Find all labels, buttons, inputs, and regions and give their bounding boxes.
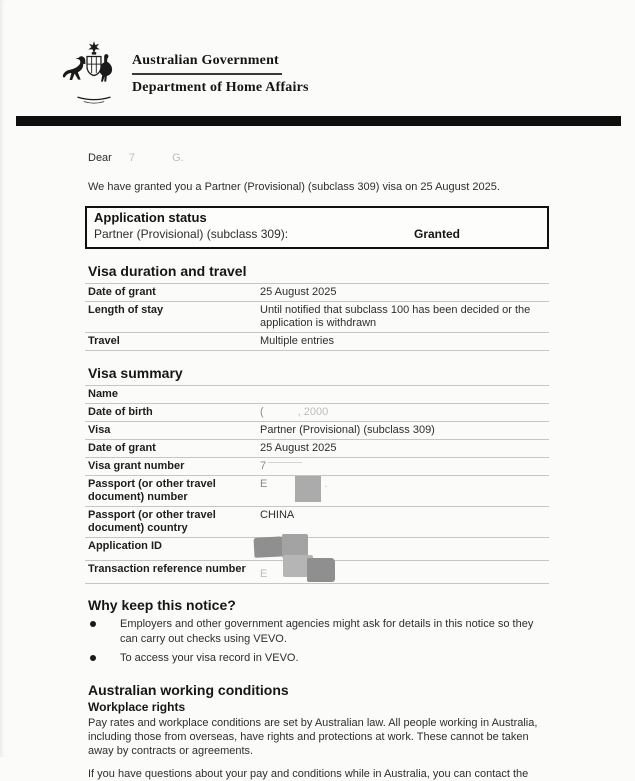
redacted-grant-number (260, 460, 549, 473)
bullet-text: To access your visa record in VEVO. (120, 652, 299, 664)
dob-fragment: ( (260, 406, 264, 418)
bullet-item (88, 617, 548, 647)
bullet-item (88, 651, 548, 666)
workplace-rights-subheading: Workplace rights (88, 700, 186, 714)
row-label: Visa grant number (88, 460, 185, 472)
salutation-line (88, 152, 548, 165)
row-label: Length of stay (88, 304, 164, 316)
row-label: Name (88, 388, 118, 400)
header-titles (132, 40, 309, 96)
working-conditions-heading: Australian working conditions (88, 682, 289, 698)
australian-coat-of-arms-icon (62, 40, 126, 106)
bullet-text: Employers and other government agencies might ask for details in this notice so they can carry out checks using VEVO. (120, 618, 534, 645)
row-value: Partner (Provisional) (subclass 309) (260, 424, 435, 436)
visa-summary-table (85, 385, 549, 584)
row-label: Date of grant (88, 442, 156, 454)
erased-text-mark (268, 462, 302, 463)
table-row-name (85, 386, 549, 404)
table-row-visa (85, 422, 549, 440)
redacted-blank-value (260, 388, 549, 401)
dob-fragment: , 2000 (297, 406, 329, 418)
passport-fragment: . (324, 478, 328, 490)
row-label: Passport (or other travel document) number (88, 478, 216, 503)
redaction-box (295, 476, 321, 502)
visa-duration-table (85, 283, 549, 351)
redacted-dob-value (260, 406, 549, 419)
application-status-label: Partner (Provisional) (subclass 309): (94, 227, 289, 241)
workplace-rights-paragraph: Pay rates and workplace conditions are set by Australian law. All people working in Australia, including those from overseas, have rights and protections at work. These cannot be taken away by contracts or agreements. (88, 717, 538, 757)
application-status-title: Application status (94, 210, 207, 225)
row-value: Until notified that subclass 100 has been decided or the application is withdrawn (260, 304, 531, 329)
table-row-passport-country (85, 507, 549, 538)
row-label: Date of grant (88, 286, 156, 298)
row-label: Transaction reference number (88, 563, 246, 575)
application-status-value: Granted (414, 227, 461, 241)
table-row (85, 333, 549, 351)
grant-statement: We have granted you a Partner (Provisional) (subclass 309) visa on 25 August 2025. (88, 181, 500, 193)
separator-bar (16, 116, 621, 126)
visa-summary-heading: Visa summary (88, 365, 183, 381)
row-label: Travel (88, 335, 120, 347)
department-title: Department of Home Affairs (132, 80, 309, 95)
table-row (85, 302, 549, 333)
table-row-passport-number (85, 476, 549, 507)
cut-off-paragraph: If you have questions about your pay and conditions while in Australia, you can contact the (88, 768, 529, 780)
table-row-transaction-reference (85, 561, 549, 584)
redacted-last-name: G. (172, 152, 184, 164)
row-label: Date of birth (88, 406, 153, 418)
row-label: Application ID (88, 540, 162, 552)
letter-body (0, 152, 635, 781)
why-keep-heading: Why keep this notice? (88, 597, 236, 613)
redacted-transaction-reference (260, 563, 549, 581)
bullet-icon (90, 655, 96, 661)
redacted-first-name: 7 (128, 152, 136, 164)
redacted-passport-number (260, 478, 549, 504)
document-header (0, 0, 635, 106)
table-row (85, 284, 549, 302)
grant-number-fragment: 7 (260, 460, 267, 472)
row-value: CHINA (260, 509, 295, 521)
application-status-box (85, 206, 549, 249)
header-divider (132, 73, 282, 75)
passport-fragment: E (260, 478, 268, 490)
row-label: Visa (88, 424, 111, 436)
application-status-row (94, 228, 540, 241)
salutation-prefix: Dear (88, 152, 112, 164)
table-row-date-of-birth (85, 404, 549, 422)
row-value: 25 August 2025 (260, 442, 337, 454)
row-value: Multiple entries (260, 335, 334, 347)
row-label: Passport (or other travel document) country (88, 509, 216, 534)
row-value: 25 August 2025 (260, 286, 337, 298)
bullet-icon (90, 621, 96, 627)
table-row-date-of-grant (85, 440, 549, 458)
visa-duration-heading: Visa duration and travel (88, 263, 247, 279)
government-title: Australian Government (132, 53, 279, 68)
table-row-visa-grant-number (85, 458, 549, 476)
transaction-fragment: E (260, 568, 268, 580)
